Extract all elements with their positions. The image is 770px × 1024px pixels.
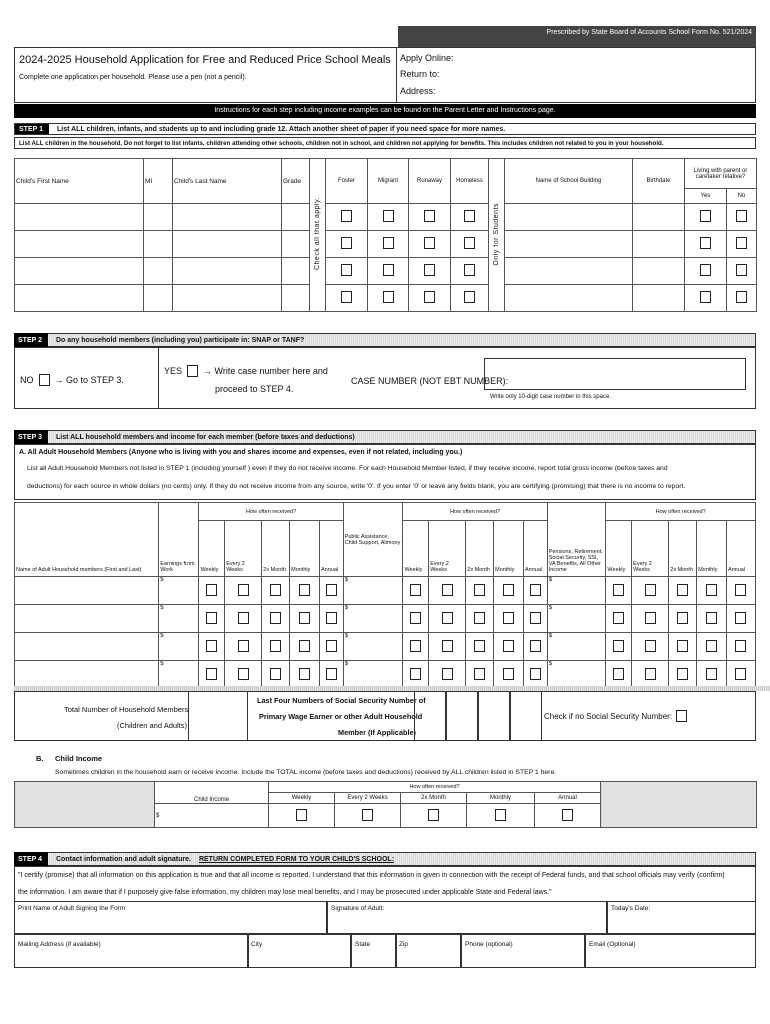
child-income-header [155,782,269,804]
foster-checkbox[interactable] [341,237,352,249]
email-field[interactable] [585,934,756,968]
freq-weekly: Weekly [199,521,225,577]
annual-checkbox[interactable] [530,668,541,680]
address-label: Address: [400,86,436,96]
freq-monthly: Monthly [494,521,524,577]
step1-label: STEP 1 [15,124,49,134]
annual-checkbox[interactable] [735,584,746,596]
adult-name-input[interactable] [15,605,159,633]
grade-input[interactable] [282,204,310,231]
b-freq-weekly: Weekly [269,793,335,804]
b-freq-every-2-weeks: Every 2 Weeks [335,793,401,804]
mi-input[interactable] [144,258,173,285]
living-no-checkbox[interactable] [736,210,747,222]
step4-bar [14,852,394,866]
pensions-input[interactable] [547,661,606,689]
step3-a-line1: List all Adult Household Members not listed in STEP 1 (including yourself ) even if they do not receive income. For each Household Member listed, if they receive income, report total gross income (before taxes and [27,465,668,472]
runaway-checkbox[interactable] [424,291,435,303]
foster-checkbox[interactable] [341,210,352,222]
step3-bar [14,430,355,444]
public-assistance-input[interactable] [343,633,403,661]
earnings-input[interactable] [159,661,199,689]
children-adults-label: (Children and Adults) [117,721,188,730]
only-students-cell [489,159,505,312]
certify-line2: the information. I am aware that if I purposely give false information, my children may lose meal benefits, and I may be prosecuted under applicable State and Federal laws." [18,889,552,896]
first-name-input[interactable] [15,258,144,285]
annual-checkbox[interactable] [530,640,541,652]
total-members-label: Total Number of Household Members [64,705,189,714]
first-name-input[interactable] [15,285,144,312]
signature-label: Signature of Adult: [331,905,385,912]
pensions-input[interactable] [547,577,606,605]
every-2-weeks-checkbox[interactable] [238,584,249,596]
dollar-sign: $ [160,661,164,667]
earnings-input[interactable] [159,633,199,661]
yes-header: Yes [685,189,727,204]
monthly-checkbox[interactable] [299,668,310,680]
weekly-checkbox[interactable] [410,668,421,680]
adult-name-input[interactable] [15,577,159,605]
ssn-line3: Member (If Applicable) [338,728,416,737]
yes-text: YES [164,366,183,376]
child-monthly-checkbox[interactable] [495,809,506,821]
pensions-header [547,503,606,577]
step2-label: STEP 2 [14,333,48,347]
homeless-checkbox[interactable] [464,210,475,222]
monthly-checkbox[interactable] [299,612,310,624]
b-title: Child Income [55,754,103,763]
adult-name-input[interactable] [15,633,159,661]
birthdate-input[interactable] [633,204,685,231]
weekly-checkbox[interactable] [613,668,624,680]
foster-header: Foster [326,159,368,204]
dollar-sign: $ [344,633,349,639]
every-2-weeks-checkbox[interactable] [645,612,656,624]
runaway-checkbox[interactable] [424,210,435,222]
dollar-sign: $ [156,812,160,819]
school-input[interactable] [505,204,633,231]
every-2-weeks-checkbox[interactable] [442,584,453,596]
ssn-digit-3[interactable] [478,691,510,741]
dollar-sign: $ [160,605,164,611]
freq-2x-month: 2x Month [466,521,494,577]
step2-divider [158,347,159,409]
instructions-text: Instructions for each step including income examples can be found on the Parent Letter and Instructions page. [214,107,556,114]
school-input[interactable] [505,231,633,258]
adult-income-table [14,502,756,689]
prescribed-text: Prescribed by State Board of Accounts School Form No. 521/2024 [546,29,752,36]
last-name-input[interactable] [173,231,282,258]
foster-checkbox[interactable] [341,291,352,303]
city-label: City [251,941,263,948]
child-2x-month-checkbox[interactable] [428,809,439,821]
step2-no-label [20,374,124,386]
freq-monthly: Monthly [697,521,727,577]
earnings-input[interactable] [159,605,199,633]
freq-2x-month: 2x Month [262,521,290,577]
freq-weekly: Weekly [403,521,429,577]
child-row [15,285,757,312]
case-number-note: Write only 10-digit case number in this space. [490,394,611,400]
annual-checkbox[interactable] [326,668,337,680]
phone-label: Phone (optional) [465,941,513,948]
case-number-label: CASE NUMBER (NOT EBT NUMBER): [351,376,509,386]
certify-line1: "I certify (promise) that all information on this application is true and that all income is reported. I understand that this information is given in connection with the receipt of Federal funds, and that school officials may verify (confirm) [18,872,725,879]
dollar-sign: $ [160,633,164,639]
every-2-weeks-checkbox[interactable] [442,612,453,624]
mi-header: MI [144,159,173,204]
2x-month-checkbox[interactable] [270,612,281,624]
prescribed-bar [398,26,756,47]
monthly-checkbox[interactable] [706,584,717,596]
step1-note: List ALL children in the household. Do not forget to list infants, children attending other schools, children not in school, and children not applying for benefits. This includes children not related to you in your household. [19,140,664,147]
b-label: B. [36,754,44,763]
no-ssn-label [544,710,687,722]
ssn-digit-1[interactable] [414,691,446,741]
birthdate-input[interactable] [633,231,685,258]
adult-row [15,577,756,605]
school-input[interactable] [505,285,633,312]
child-income-input[interactable] [155,804,269,828]
pensions-input[interactable] [547,605,606,633]
dollar-sign: $ [344,605,349,611]
children-table [14,158,757,312]
step3-a-line2: deductions) for each source in whole dollars (no cents) only. If they do not receive income from any source, write '0'. If you enter '0' or leave any fields blank, you are certifying (promising) that there is no income to report. [27,483,686,490]
migrant-header: Migrant [368,159,409,204]
dollar-sign: $ [548,661,553,667]
check-all-label: Check all that apply. [314,197,321,271]
no-text: NO [20,375,34,385]
last-name-input[interactable] [173,258,282,285]
living-no-checkbox[interactable] [736,264,747,276]
freq-2x-month: 2x Month [669,521,697,577]
annual-checkbox[interactable] [326,612,337,624]
mi-input[interactable] [144,231,173,258]
monthly-checkbox[interactable] [706,612,717,624]
annual-checkbox[interactable] [735,612,746,624]
freq-every-2-weeks: Every 2 Weeks [429,521,466,577]
migrant-checkbox[interactable] [383,264,394,276]
living-header: Living with parent or caretaker relative? [685,159,757,189]
step2-title: Do any household members (including you) participate in: SNAP or TANF? [56,336,305,344]
annual-checkbox[interactable] [326,584,337,596]
first-name-input[interactable] [15,231,144,258]
phone-field[interactable] [461,934,585,968]
2x-month-checkbox[interactable] [474,668,485,680]
birthdate-input[interactable] [633,285,685,312]
child-row [15,258,757,285]
annual-checkbox[interactable] [326,640,337,652]
child-row [15,231,757,258]
2x-month-checkbox[interactable] [270,668,281,680]
weekly-checkbox[interactable] [206,668,217,680]
adult-row [15,661,756,689]
only-students-label: Only for Students [493,202,500,266]
every-2-weeks-checkbox[interactable] [442,640,453,652]
freq-annual: Annual [726,521,755,577]
adult-name-label: Name of Adult Household members (First and Last) [16,567,142,573]
freq-annual: Annual [319,521,343,577]
how-often-header-1: How often received? [199,503,343,521]
child-income-hatch-left [15,782,155,828]
every-2-weeks-checkbox[interactable] [238,668,249,680]
child-annual-checkbox[interactable] [562,809,573,821]
homeless-checkbox[interactable] [464,291,475,303]
zip-label: Zip [399,941,409,948]
first-name-input[interactable] [15,204,144,231]
migrant-checkbox[interactable] [383,291,394,303]
ssn-digit-4[interactable] [510,691,542,741]
monthly-checkbox[interactable] [503,612,514,624]
2x-month-checkbox[interactable] [677,640,688,652]
b-freq-2x-month: 2x Month [401,793,467,804]
2x-month-checkbox[interactable] [677,668,688,680]
earnings-label: Earnings from Work [160,561,195,573]
migrant-checkbox[interactable] [383,237,394,249]
step1-title: List ALL children, infants, and students up to and including grade 12. Attach another sheet of paper if you need space for more names. [57,125,506,133]
monthly-checkbox[interactable] [299,640,310,652]
mailing-field[interactable] [14,934,248,968]
print-name-label: Print Name of Adult Signing the Form [18,905,126,912]
grade-input[interactable] [282,285,310,312]
monthly-checkbox[interactable] [503,584,514,596]
homeless-checkbox[interactable] [464,237,475,249]
homeless-header: Homeless [451,159,489,204]
step4-title: Contact information and adult signature. [56,855,191,863]
adult-row [15,633,756,661]
ssn-digit-2[interactable] [446,691,478,741]
check-all-cell [310,159,326,312]
weekly-checkbox[interactable] [410,612,421,624]
step4-return-note: RETURN COMPLETED FORM TO YOUR CHILD'S SCHOOL: [198,855,395,863]
mi-input[interactable] [144,204,173,231]
step3-title: List ALL household members and income for each member (before taxes and deductions) [56,433,355,441]
child-row [15,204,757,231]
adult-name-header [15,503,159,577]
child-how-often-header: How often received? [269,782,601,793]
every-2-weeks-checkbox[interactable] [645,668,656,680]
state-field[interactable] [351,934,396,968]
instructions-bar [14,104,756,118]
b-note: Sometimes children in the household earn or receive income. Include the TOTAL income (before taxes and deductions) received by ALL children listed in STEP 1 here. [55,769,557,776]
every-2-weeks-checkbox[interactable] [238,612,249,624]
dollar-sign: $ [548,577,553,583]
pensions-label: Pensions, Retirement, Social Security, SSI, VA Benefits, All Other Income [548,549,603,573]
proceed-text: proceed to STEP 4. [215,384,294,394]
weekly-checkbox[interactable] [410,640,421,652]
write-case-text: → Write case number here and [203,366,328,376]
2x-month-checkbox[interactable] [677,584,688,596]
2x-month-checkbox[interactable] [677,612,688,624]
yes-checkbox[interactable] [187,365,198,377]
public-assistance-input[interactable] [343,577,403,605]
every-2-weeks-checkbox[interactable] [645,584,656,596]
b-freq-monthly: Monthly [467,793,535,804]
step4-label: STEP 4 [14,852,48,866]
ssn-line2: Primary Wage Earner or other Adult Household [259,712,423,721]
weekly-checkbox[interactable] [613,612,624,624]
pensions-input[interactable] [547,633,606,661]
monthly-checkbox[interactable] [299,584,310,596]
public-assistance-label: Public Assistance, Child Support, Alimony [344,533,401,546]
public-assistance-input[interactable] [343,605,403,633]
2x-month-checkbox[interactable] [474,640,485,652]
step2-yes-label [164,365,328,377]
form-title: 2024-2025 Household Application for Free and Reduced Price School Meals [19,54,391,66]
date-label: Today's Date: [611,905,651,912]
child-income-hatch-right [601,782,757,828]
weekly-checkbox[interactable] [206,640,217,652]
go-step3-text: → Go to STEP 3. [54,375,124,385]
step1-bar [14,123,756,135]
last-name-input[interactable] [173,204,282,231]
runaway-header: Runaway [409,159,451,204]
grade-header: Grade [282,159,310,204]
freq-monthly: Monthly [290,521,320,577]
how-often-header-2: How often received? [403,503,547,521]
public-assistance-input[interactable] [343,661,403,689]
email-label: Email (Optional) [589,941,636,948]
dollar-sign: $ [344,661,349,667]
freq-weekly: Weekly [606,521,632,577]
city-field[interactable] [248,934,351,968]
return-to-label: Return to: [400,69,440,79]
school-input[interactable] [505,258,633,285]
step1-note-box [14,137,756,149]
runaway-checkbox[interactable] [424,237,435,249]
step3-a-title: A. All Adult Household Members (Anyone who is living with you and shares income and expenses, even if not related, including you.) [19,449,463,456]
last-name-header: Child's Last Name [173,159,282,204]
dollar-sign: $ [160,577,164,583]
earnings-input[interactable] [159,577,199,605]
2x-month-checkbox[interactable] [474,612,485,624]
b-freq-annual: Annual [535,793,601,804]
dollar-sign: $ [548,633,553,639]
no-ssn-checkbox[interactable] [676,710,687,722]
annual-checkbox[interactable] [530,584,541,596]
every-2-weeks-checkbox[interactable] [645,640,656,652]
living-no-checkbox[interactable] [736,291,747,303]
how-often-header-3: How often received? [606,503,756,521]
child-every-2-weeks-checkbox[interactable] [362,809,373,821]
weekly-checkbox[interactable] [613,584,624,596]
freq-every-2-weeks: Every 2 Weeks [632,521,669,577]
grade-input[interactable] [282,258,310,285]
2x-month-checkbox[interactable] [270,584,281,596]
dollar-sign: $ [344,577,349,583]
annual-checkbox[interactable] [530,612,541,624]
earnings-header [159,503,199,577]
living-yes-checkbox[interactable] [700,237,711,249]
adult-name-input[interactable] [15,661,159,689]
monthly-checkbox[interactable] [706,640,717,652]
living-yes-checkbox[interactable] [700,264,711,276]
zip-field[interactable] [396,934,461,968]
2x-month-checkbox[interactable] [270,640,281,652]
case-number-input[interactable] [484,358,746,390]
weekly-checkbox[interactable] [206,584,217,596]
public-assistance-header [343,503,403,577]
living-yes-checkbox[interactable] [700,291,711,303]
apply-online-label: Apply Online: [400,53,454,63]
weekly-checkbox[interactable] [613,640,624,652]
freq-annual: Annual [523,521,547,577]
freq-every-2-weeks: Every 2 Weeks [225,521,262,577]
every-2-weeks-checkbox[interactable] [238,640,249,652]
child-income-label: Child Income [193,797,229,803]
adult-row [15,605,756,633]
step3-label: STEP 3 [14,430,48,444]
monthly-checkbox[interactable] [706,668,717,680]
every-2-weeks-checkbox[interactable] [442,668,453,680]
runaway-checkbox[interactable] [424,264,435,276]
annual-checkbox[interactable] [735,668,746,680]
no-checkbox[interactable] [39,374,50,386]
migrant-checkbox[interactable] [383,210,394,222]
form-subtitle: Complete one application per household. Please use a pen (not a pencil). [19,74,247,81]
homeless-checkbox[interactable] [464,264,475,276]
foster-checkbox[interactable] [341,264,352,276]
ssn-line1: Last Four Numbers of Social Security Number of [257,696,426,705]
2x-month-checkbox[interactable] [474,584,485,596]
child-income-table [14,781,757,828]
grade-input[interactable] [282,231,310,258]
state-label: State [355,941,371,948]
living-no-checkbox[interactable] [736,237,747,249]
living-yes-checkbox[interactable] [700,210,711,222]
birthdate-input[interactable] [633,258,685,285]
annual-checkbox[interactable] [735,640,746,652]
no-ssn-text: Check if no Social Security Number: [544,711,673,721]
header-divider [396,47,397,103]
birthdate-header: Birthdate [633,159,685,204]
no-header: No [727,189,757,204]
first-name-header: Child's First Name [15,159,144,204]
dollar-sign: $ [548,605,553,611]
mailing-label: Mailing Address (if available) [18,941,101,948]
monthly-checkbox[interactable] [503,668,514,680]
child-weekly-checkbox[interactable] [296,809,307,821]
school-header: Name of School Building [505,159,633,204]
last-name-input[interactable] [173,285,282,312]
weekly-checkbox[interactable] [410,584,421,596]
weekly-checkbox[interactable] [206,612,217,624]
monthly-checkbox[interactable] [503,640,514,652]
mi-input[interactable] [144,285,173,312]
total-members-input[interactable] [188,691,248,741]
step2-bar [14,333,304,347]
